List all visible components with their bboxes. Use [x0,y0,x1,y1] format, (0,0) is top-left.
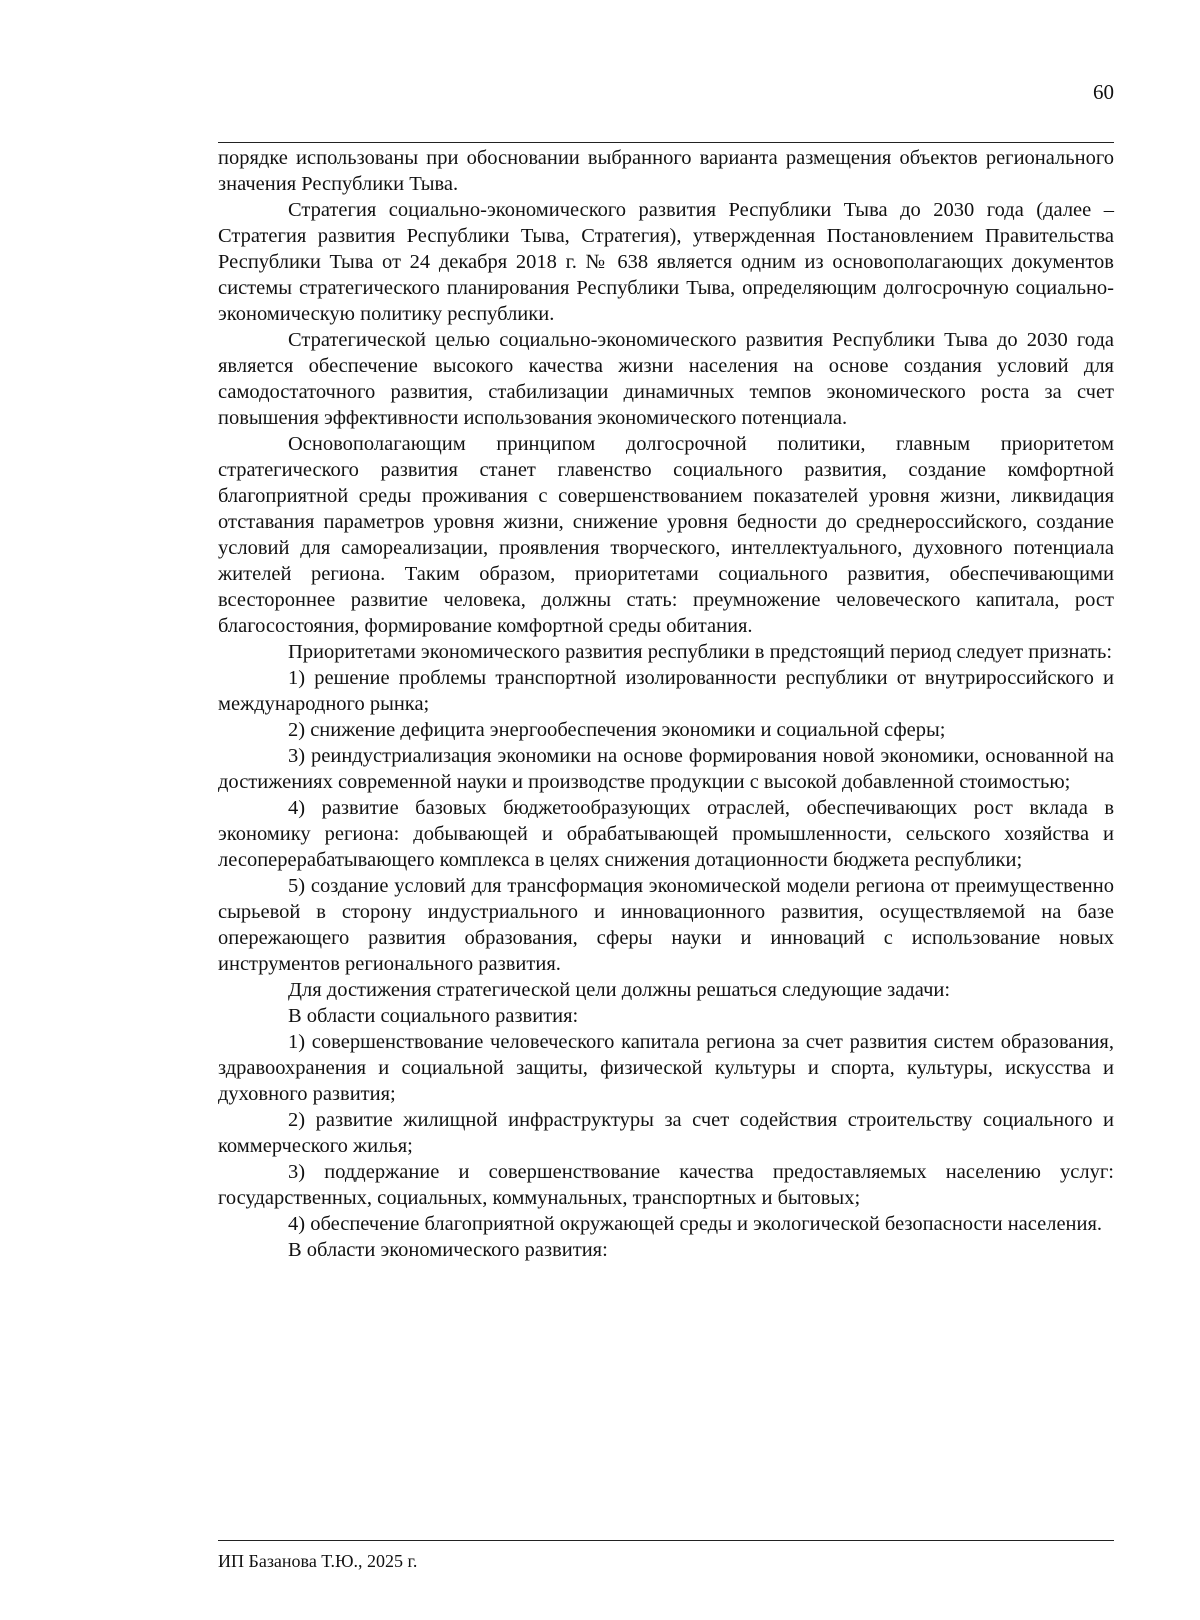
footer-author: ИП Базанова Т.Ю., 2025 г. [218,1551,418,1571]
list-item-priority-1: 1) решение проблемы транспортной изолированности республики от внутрироссийского и международного рынка; [218,667,1114,715]
list-item-social-2: 2) развитие жилищной инфраструктуры за счет содействия строительству социального и коммерческого жилья; [218,1109,1114,1157]
list-item-social-4: 4) обеспечение благоприятной окружающей среды и экологической безопасности населения. [288,1213,1103,1235]
paragraph-continuation: порядке использованы при обосновании выбранного варианта размещения объектов регионального значения Республики Тыва. [218,147,1114,195]
list-item-priority-4: 4) развитие базовых бюджетообразующих отраслей, обеспечивающих рост вклада в экономику региона: добывающей и обрабатывающей промышленности, сельского хозяйства и лесоперерабатывающего комплекса в целях снижения дотационности бюджета республики; [218,797,1114,871]
paragraph-strategy: Стратегия социально-экономического развития Республики Тыва до 2030 года (далее – Стратегия развития Республики Тыва, Стратегия), утвержденная Постановлением Правительства Республики Тыва от 24 декабря 2018 г. № 638 является одним из основополагающих документов системы стратегического планирования Республики Тыва, определяющим долгосрочную социально-экономическую политику республики. [218,199,1114,325]
list-item-social-3: 3) поддержание и совершенствование качества предоставляемых населению услуг: государственных, социальных, коммунальных, транспортных и бытовых; [218,1161,1114,1209]
list-item-priority-5: 5) создание условий для трансформация экономической модели региона от преимущественно сырьевой в сторону индустриального и инновационного развития, осуществляемой на базе опережающего развития образования, сферы науки и инноваций с использование новых инструментов регионального развития. [218,875,1114,975]
header-rule [218,142,1114,143]
footer-rule [218,1540,1114,1541]
section-heading-social: В области социального развития: [288,1005,579,1027]
document-body [218,145,1114,1263]
paragraph-principle: Основополагающим принципом долгосрочной политики, главным приоритетом стратегического развития станет главенство социального развития, создание комфортной благоприятной среды проживания с совершенствованием показателей уровня жизни, ликвидация отставания параметров уровня жизни, снижение уровня бедности до среднероссийского, создание условий для самореализации, проявления творческого, интеллектуального, духовного потенциала жителей региона. Таким образом, приоритетами социального развития, обеспечивающими всестороннее развитие человека, должны стать: преумножение человеческого капитала, рост благосостояния, формирование комфортной среды обитания. [218,433,1114,637]
paragraph-tasks-intro: Для достижения стратегической цели должны решаться следующие задачи: [288,979,951,1001]
list-item-social-1: 1) совершенствование человеческого капитала региона за счет развития систем образования, здравоохранения и социальной защиты, физической культуры и спорта, культуры, искусства и духовного развития; [218,1031,1114,1105]
page-number: 60 [1093,80,1114,104]
paragraph-strategic-goal: Стратегической целью социально-экономического развития Республики Тыва до 2030 года является обеспечение высокого качества жизни населения на основе создания условий для самодостаточного развития, стабилизации динамичных темпов экономического роста за счет повышения эффективности использования экономического потенциала. [218,329,1114,429]
list-item-priority-3: 3) реиндустриализация экономики на основе формирования новой экономики, основанной на достижениях современной науки и производстве продукции с высокой добавленной стоимостью; [218,745,1114,793]
section-heading-economic: В области экономического развития: [288,1239,608,1261]
list-item-priority-2: 2) снижение дефицита энергообеспечения экономики и социальной сферы; [288,719,946,741]
paragraph-economic-priorities: Приоритетами экономического развития республики в предстоящий период следует признать: [288,641,1113,663]
